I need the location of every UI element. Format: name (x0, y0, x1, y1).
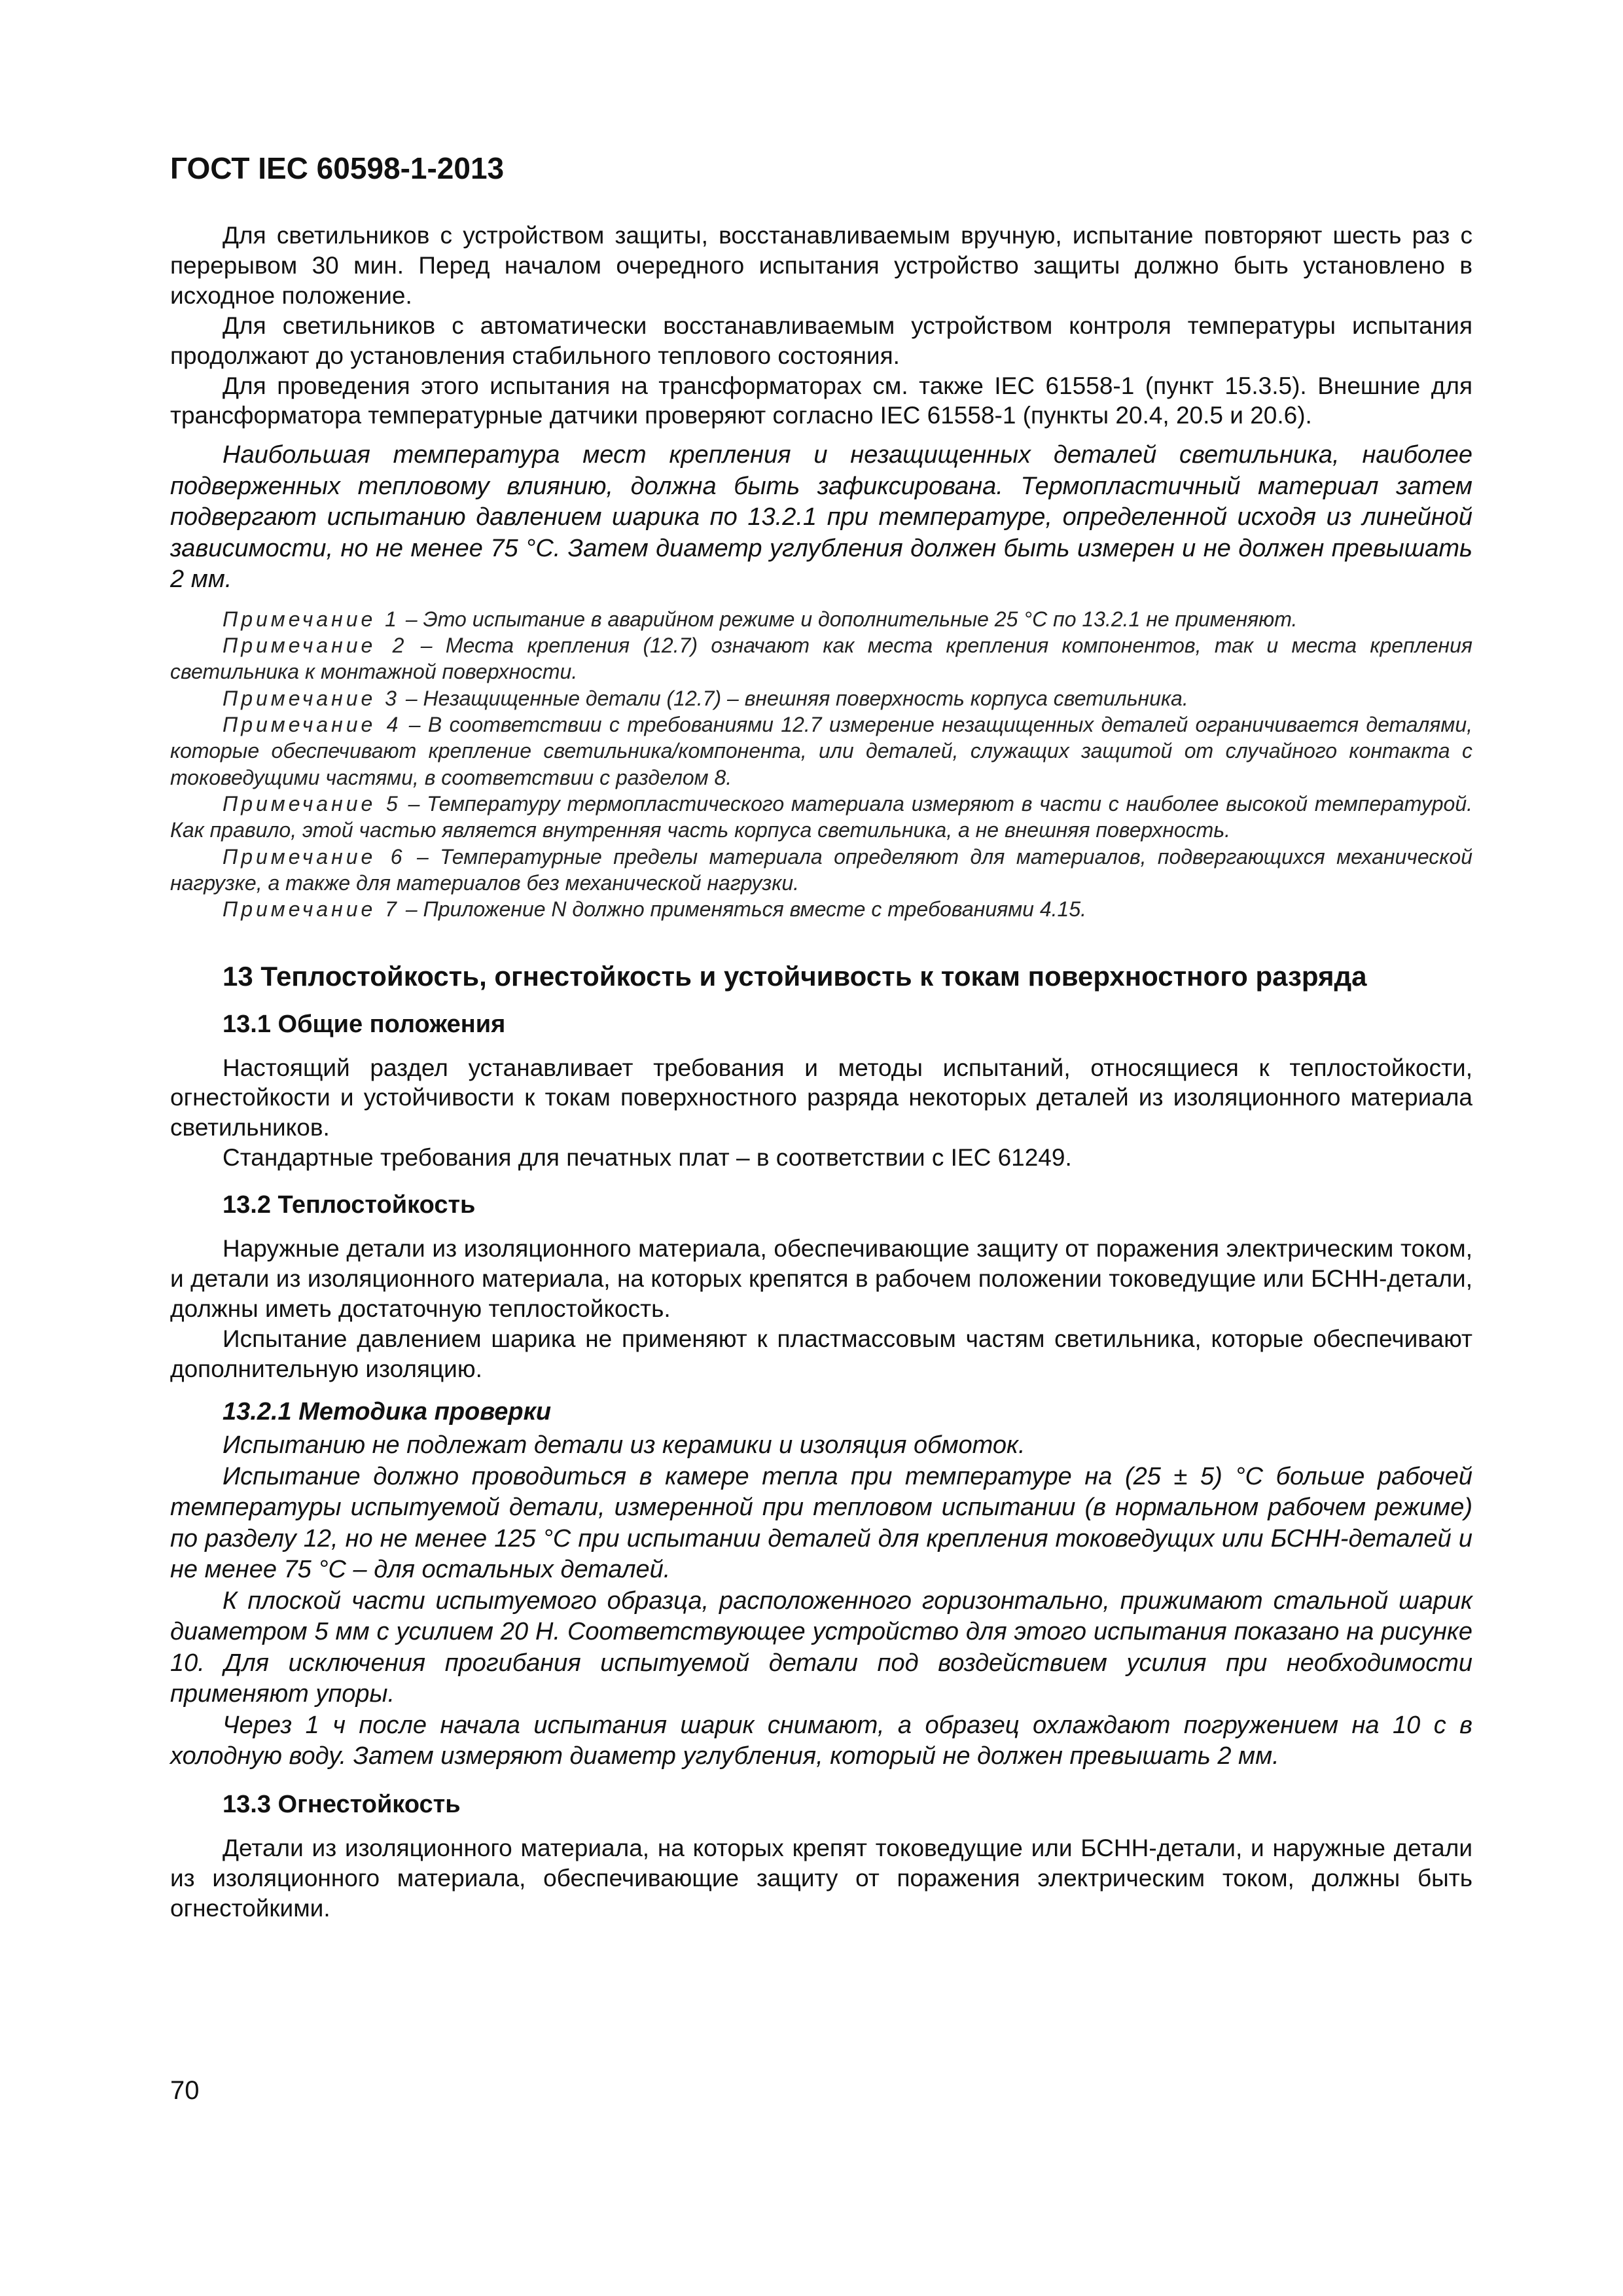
italic-paragraph: Наибольшая температура мест крепления и незащищенных деталей светильника, наиболее подверженных тепловому влиянию, должна быть зафиксирована. Термопластичный материал затем подвергают испытанию давлением шарика по 13.2.1 при температуре, определенной исходя из линейной зависимости, но не менее 75 °С. Затем диаметр углубления должен быть измерен и не должен превышать 2 мм. (170, 441, 1472, 594)
note-label: Примечание 2 (223, 634, 408, 658)
subsection-heading: 13.1 Общие положения (223, 1010, 506, 1038)
note-label: Примечание 3 (223, 686, 400, 710)
paragraph: Испытание давлением шарика не применяют к пластмассовым частям светильника, которые обеспечивают дополнительную изоляцию. (170, 1325, 1472, 1382)
note-item (170, 896, 1472, 922)
note-item (170, 711, 1472, 791)
paragraph: Наружные детали из изоляционного материала, обеспечивающие защиту от поражения электрическим током, и детали из изоляционного материала, на которых крепятся в рабочем положении токоведущие или БСНН-детали, должны иметь достаточную теплостойкость. (170, 1235, 1472, 1322)
document-page (170, 151, 1472, 1924)
note-text: – Температурные пределы материала определяют для материалов, подвергающихся механической нагрузке, а также для материалов без механической нагрузки. (170, 844, 1473, 895)
paragraph: Настоящий раздел устанавливает требования и методы испытаний, относящиеся к теплостойкости, огнестойкости и устойчивости к токам поверхностного разряда некоторых деталей из изоляционного материала светильников. (170, 1054, 1472, 1141)
italic-paragraph: Испытанию не подлежат детали из керамики и изоляция обмоток. (223, 1431, 1026, 1460)
paragraph: Для светильников с устройством защиты, восстанавливаемым вручную, испытание повторяют шесть раз с перерывом 30 мин. Перед началом очередного испытания устройство защиты должно быть установлено в исходное положение. (170, 222, 1472, 309)
notes-list (170, 606, 1472, 923)
subsection-heading: 13.2 Теплостойкость (223, 1191, 476, 1219)
note-item (170, 632, 1472, 685)
note-text: – Это испытание в аварийном режиме и дополнительные 25 °С по 13.2.1 не применяют. (399, 607, 1298, 631)
document-header: ГОСТ IEC 60598-1-2013 (170, 151, 505, 185)
note-label: Примечание 5 (223, 792, 401, 816)
subsection-heading: 13.3 Огнестойкость (223, 1790, 461, 1818)
intro-block (170, 221, 1472, 431)
note-text: – В соответствии с требованиями 12.7 измерение незащищенных деталей ограничивается деталями, которые обеспечивают крепление светильника/компонента, или деталей, служащих защитой от случайного контакта с токоведущими частями, в соответствии с разделом 8. (170, 713, 1472, 789)
section-heading: 13 Теплостойкость, огнестойкость и устойчивость к токам поверхностного разряда (223, 960, 1367, 992)
italic-paragraph: Через 1 ч после начала испытания шарик снимают, а образец охлаждают погружением на 10 с в холодную воду. Затем измеряют диаметр углубления, который не должен превышать 2 мм. (170, 1711, 1472, 1770)
paragraph: Для проведения этого испытания на трансформаторах см. также IEC 61558-1 (пункт 15.3.5). Внешние для трансформатора температурные датчики проверяют согласно IEC 61558-1 (пункты 20.4, 20.5 и 20.6). (170, 372, 1472, 429)
italic-paragraph: К плоской части испытуемого образца, расположенного горизонтально, прижимают стальной шарик диаметром 5 мм с усилием 20 Н. Соответствующее устройство для этого испытания показано на рисунке 10. Для исключения прогибания испытуемой детали под воздействием усилия при необходимости применяют упоры. (170, 1587, 1472, 1708)
note-text: – Температуру термопластического материала измеряют в части с наиболее высокой температурой. Как правило, этой частью является внутренняя часть корпуса светильника, а не внешняя поверхность. (170, 792, 1473, 842)
note-text: – Незащищенные детали (12.7) – внешняя поверхность корпуса светильника. (399, 686, 1188, 710)
italic-paragraph: Испытание должно проводиться в камере тепла при температуре на (25 ± 5) °С больше рабочей температуры испытуемой детали, измеренной при тепловом испытании (в нормальном рабочем режиме) по разделу 12, но не менее 125 °С при испытании деталей для крепления токоведущих или БСНН-деталей и не менее 75 °С – для остальных деталей. (170, 1462, 1472, 1584)
note-text: – Места крепления (12.7) означают как места крепления компонентов, так и места крепления светильника к монтажной поверхности. (170, 634, 1472, 684)
paragraph: Для светильников с автоматически восстанавливаемым устройством контроля температуры испытания продолжают до установления стабильного теплового состояния. (170, 312, 1472, 369)
note-item (170, 844, 1472, 897)
note-item (170, 685, 1472, 711)
note-label: Примечание 6 (223, 844, 406, 869)
note-label: Примечание 4 (223, 713, 402, 737)
subsubsection-heading: 13.2.1 Методика проверки (223, 1398, 552, 1426)
note-label: Примечание 7 (223, 897, 400, 922)
paragraph: Стандартные требования для печатных плат – в соответствии с IEC 61249. (223, 1144, 1072, 1172)
note-item (170, 791, 1472, 844)
note-label: Примечание 1 (223, 607, 400, 631)
note-text: – Приложение N должно применяться вместе с требованиями 4.15. (399, 897, 1087, 922)
paragraph: Детали из изоляционного материала, на которых крепят токоведущие или БСНН-детали, и наружные детали из изоляционного материала, обеспечивающие защиту от поражения электрическим током, должны быть огнестойкими. (170, 1834, 1472, 1922)
page-number: 70 (170, 2076, 200, 2105)
note-item (170, 606, 1472, 632)
